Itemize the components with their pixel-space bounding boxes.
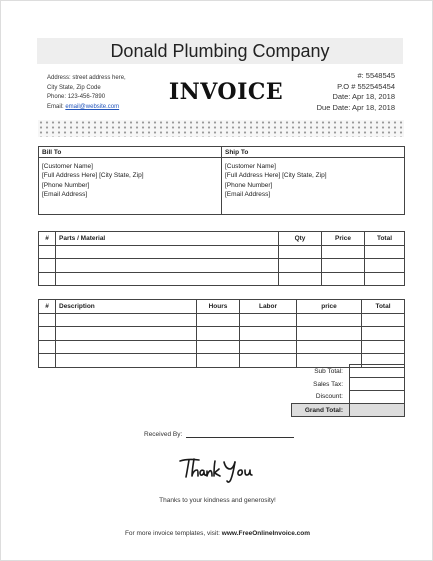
invoice-number: #: 5548545 [357,71,395,80]
discount-value[interactable] [350,391,405,404]
labor-col-price: price [297,300,362,314]
table-cell[interactable] [56,340,197,354]
table-cell[interactable] [197,327,240,341]
table-row [39,259,405,273]
ship-to-phone: [Phone Number] [225,181,273,189]
table-cell[interactable] [279,259,322,273]
table-cell[interactable] [279,245,322,259]
ship-to-details[interactable] [222,158,405,215]
table-row [39,340,405,354]
table-cell[interactable] [56,245,279,259]
bill-to-address: [Full Address Here] [City State, Zip] [42,172,144,180]
po-number: P.O # 552545454 [337,81,395,91]
ship-to-address: [Full Address Here] [City State, Zip] [225,172,327,180]
received-by-signature-line[interactable] [186,431,294,438]
table-cell[interactable] [297,327,362,341]
parts-col-total: Total [365,232,405,246]
invoice-date: Date: Apr 18, 2018 [332,92,395,101]
grand-total-label: Grand Total: [292,404,350,417]
table-cell[interactable] [39,259,56,273]
ship-to-name: [Customer Name] [225,163,276,170]
table-cell[interactable] [240,313,297,327]
table-cell[interactable] [365,272,405,286]
table-cell[interactable] [362,313,405,327]
table-cell[interactable] [297,313,362,327]
address-label: Address: [47,75,71,81]
sub-total-label: Sub Total: [314,367,343,375]
footer [1,530,433,537]
grand-total-value[interactable] [350,404,405,417]
table-cell[interactable] [56,313,197,327]
parts-table [38,231,405,286]
address-line1: street address here, [72,75,126,81]
parts-header-row [39,232,405,246]
table-cell[interactable] [240,354,297,368]
address-line2: City State, Zip Code [47,84,101,91]
table-cell[interactable] [56,327,197,341]
table-row [39,272,405,286]
table-cell[interactable] [39,313,56,327]
table-cell[interactable] [362,327,405,341]
due-date: Due Date: Apr 18, 2018 [316,102,395,112]
table-row [39,327,405,341]
sub-total-value[interactable] [350,365,405,378]
phone-value: 123-456-7890 [67,94,106,100]
table-cell[interactable] [362,340,405,354]
labor-table [38,299,405,368]
discount-row [292,391,405,404]
parts-col-qty: Qty [279,232,322,246]
table-cell[interactable] [39,245,56,259]
table-cell[interactable] [56,259,279,273]
table-cell[interactable] [240,327,297,341]
bill-to-heading: Bill To [39,147,222,158]
labor-header-row [39,300,405,314]
table-cell[interactable] [365,245,405,259]
labor-col-number: # [39,300,56,314]
thanks-message: Thanks to your kindness and generosity! [159,497,276,504]
labor-col-labor: Labor [240,300,297,314]
table-cell[interactable] [297,340,362,354]
table-cell[interactable] [39,327,56,341]
table-cell[interactable] [240,340,297,354]
thank-you-signature [177,453,259,485]
sender-address-block [47,74,126,112]
phone-label: Phone: [47,94,67,100]
table-cell[interactable] [197,313,240,327]
bill-ship-table [38,146,405,215]
table-cell[interactable] [365,259,405,273]
footer-site-link[interactable]: www.FreeOnlineInvoice.com [221,530,311,537]
title-band [37,38,403,64]
sales-tax-row [292,378,405,391]
table-cell[interactable] [39,340,56,354]
table-cell[interactable] [322,245,365,259]
bill-to-name: [Customer Name] [42,163,93,170]
received-by [144,431,294,438]
email-link[interactable]: email@website.com [65,103,120,110]
table-row [39,313,405,327]
bill-to-phone: [Phone Number] [42,181,90,189]
parts-col-material: Parts / Material [56,232,279,246]
sub-total-row [292,365,405,378]
received-by-label: Received By: [144,431,183,438]
ship-to-email: [Email Address] [225,190,271,198]
table-cell[interactable] [322,259,365,273]
labor-col-description: Description [56,300,197,314]
table-cell[interactable] [39,354,56,368]
dotted-divider [38,120,404,137]
table-row [39,245,405,259]
table-cell[interactable] [197,340,240,354]
bill-to-email: [Email Address] [42,190,88,198]
table-cell[interactable] [279,272,322,286]
invoice-meta [317,71,395,113]
table-cell[interactable] [39,272,56,286]
table-cell[interactable] [56,354,197,368]
labor-col-total: Total [362,300,405,314]
sales-tax-label: Sales Tax: [313,380,343,388]
parts-col-number: # [39,232,56,246]
ship-to-heading: Ship To [222,147,405,158]
table-cell[interactable] [197,354,240,368]
email-label: Email: [47,103,64,110]
labor-col-hours: Hours [197,300,240,314]
footer-prefix: For more invoice templates, visit: [124,530,220,537]
table-cell[interactable] [322,272,365,286]
table-cell[interactable] [56,272,279,286]
totals-table [291,364,405,417]
bill-to-details[interactable] [39,158,222,215]
grand-total-row [292,404,405,417]
invoice-heading: INVOICE [168,79,284,105]
sales-tax-value[interactable] [350,378,405,391]
discount-label: Discount: [315,393,343,401]
company-name: Donald Plumbing Company [110,41,330,61]
parts-col-price: Price [322,232,365,246]
